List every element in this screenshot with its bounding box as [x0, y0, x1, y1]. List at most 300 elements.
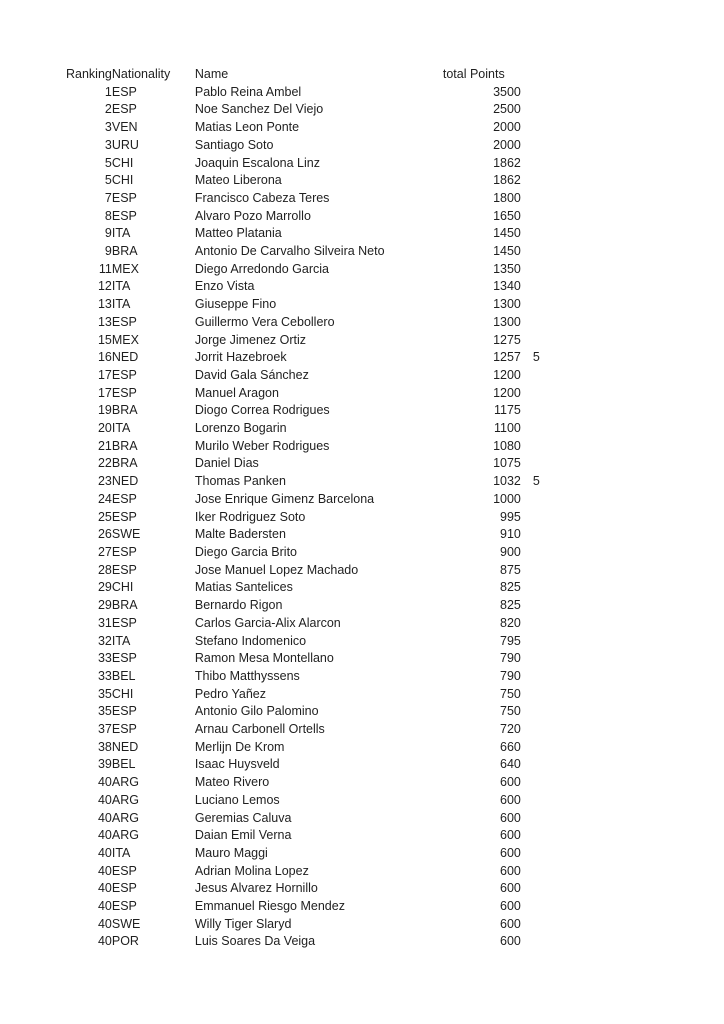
cell-extra: [521, 579, 540, 597]
table-row: [66, 367, 540, 385]
cell-name: Isaac Huysveld: [194, 757, 280, 772]
cell-extra: [521, 455, 540, 473]
cell-ranking: 2: [104, 102, 112, 117]
cell-total-points: 1300: [493, 297, 521, 312]
header-extra: [521, 66, 540, 84]
cell-name: Manuel Aragon: [194, 385, 279, 400]
table-row: [66, 84, 540, 102]
cell-extra: [521, 402, 540, 420]
cell-nationality: ITA: [111, 297, 131, 312]
cell-ranking: 22: [97, 456, 112, 471]
cell-total-points: 750: [500, 704, 521, 719]
cell-ranking: 40: [97, 792, 112, 807]
cell-ranking: 29: [97, 598, 112, 613]
cell-ranking: 12: [97, 279, 112, 294]
cell-ranking: 11: [98, 261, 112, 276]
cell-nationality: ARG: [111, 792, 139, 807]
table-row: [66, 208, 540, 226]
cell-nationality: SWE: [111, 916, 141, 931]
cell-total-points: 825: [500, 580, 521, 595]
cell-ranking: 40: [97, 881, 112, 896]
cell-name: Thomas Panken: [194, 474, 286, 489]
cell-extra: [521, 243, 540, 261]
cell-nationality: ESP: [111, 385, 137, 400]
header-row: [66, 66, 540, 84]
cell-nationality: ESP: [111, 704, 137, 719]
cell-name: Enzo Vista: [194, 279, 255, 294]
table-row: [66, 579, 540, 597]
cell-name: Bernardo Rigon: [194, 598, 283, 613]
cell-nationality: ESP: [111, 190, 137, 205]
cell-total-points: 1257: [493, 350, 521, 365]
cell-nationality: ARG: [111, 810, 139, 825]
cell-nationality: ESP: [111, 863, 137, 878]
cell-extra: [521, 863, 540, 881]
table-row: [66, 119, 540, 137]
cell-ranking: 23: [97, 474, 112, 489]
cell-total-points: 600: [500, 881, 521, 896]
cell-ranking: 29: [97, 580, 112, 595]
cell-name: Matias Leon Ponte: [194, 120, 300, 135]
cell-total-points: 790: [500, 651, 521, 666]
cell-ranking: 9: [104, 244, 112, 259]
cell-name: Mateo Liberona: [194, 173, 282, 188]
cell-name: Iker Rodriguez Soto: [194, 509, 306, 524]
table-row: [66, 172, 540, 190]
cell-ranking: 28: [97, 562, 112, 577]
cell-total-points: 1650: [493, 208, 521, 223]
table-row: [66, 880, 540, 898]
cell-nationality: BRA: [111, 244, 138, 259]
cell-total-points: 910: [500, 527, 521, 542]
cell-nationality: ESP: [111, 899, 137, 914]
cell-nationality: ITA: [111, 279, 131, 294]
cell-total-points: 1300: [493, 314, 521, 329]
cell-total-points: 1450: [493, 226, 521, 241]
cell-total-points: 600: [500, 828, 521, 843]
table-row: [66, 774, 540, 792]
cell-ranking: 35: [97, 686, 112, 701]
cell-nationality: BRA: [111, 438, 138, 453]
cell-total-points: 1075: [493, 456, 521, 471]
cell-name: Thibo Matthyssens: [194, 668, 300, 683]
cell-name: Pedro Yañez: [194, 686, 266, 701]
cell-name: Pablo Reina Ambel: [194, 84, 302, 99]
table-row: [66, 686, 540, 704]
cell-extra: [521, 615, 540, 633]
cell-ranking: 3: [104, 137, 112, 152]
ranking-table: [66, 66, 540, 951]
cell-total-points: 600: [500, 792, 521, 807]
cell-nationality: ESP: [111, 102, 137, 117]
cell-nationality: ESP: [111, 509, 137, 524]
cell-extra: [521, 774, 540, 792]
cell-total-points: 720: [500, 722, 521, 737]
cell-name: Lorenzo Bogarin: [194, 421, 287, 436]
cell-extra: [521, 101, 540, 119]
cell-total-points: 825: [500, 598, 521, 613]
cell-extra: [521, 792, 540, 810]
cell-nationality: URU: [111, 137, 139, 152]
cell-extra: [521, 119, 540, 137]
table-row: [66, 933, 540, 951]
cell-total-points: 750: [500, 686, 521, 701]
cell-extra: [521, 261, 540, 279]
cell-total-points: 600: [500, 775, 521, 790]
cell-name: Antonio De Carvalho Silveira Neto: [194, 244, 385, 259]
cell-extra: [521, 84, 540, 102]
cell-nationality: ITA: [111, 845, 131, 860]
cell-ranking: 16: [97, 350, 112, 365]
cell-ranking: 40: [97, 845, 112, 860]
table-body: [66, 84, 540, 951]
cell-extra: [521, 544, 540, 562]
cell-name: Francisco Cabeza Teres: [194, 190, 330, 205]
cell-extra: [521, 420, 540, 438]
cell-name: Geremias Caluva: [194, 810, 292, 825]
cell-name: Noe Sanchez Del Viejo: [194, 102, 324, 117]
header-total-points: total Points: [442, 67, 505, 81]
cell-total-points: 2000: [493, 120, 521, 135]
cell-total-points: 1000: [493, 491, 521, 506]
table-row: [66, 544, 540, 562]
header-name: Name: [194, 67, 229, 81]
table-row: [66, 739, 540, 757]
cell-extra: [521, 526, 540, 544]
cell-name: Arnau Carbonell Ortells: [194, 722, 325, 737]
cell-nationality: MEX: [111, 332, 139, 347]
table-row: [66, 916, 540, 934]
table-header: [66, 66, 540, 84]
table-row: [66, 756, 540, 774]
cell-name: Emmanuel Riesgo Mendez: [194, 899, 345, 914]
cell-total-points: 660: [500, 739, 521, 754]
table-row: [66, 420, 540, 438]
cell-total-points: 1100: [493, 421, 521, 436]
cell-ranking: 32: [97, 633, 112, 648]
cell-total-points: 795: [500, 633, 521, 648]
cell-total-points: 1275: [493, 332, 521, 347]
table-row: [66, 703, 540, 721]
cell-nationality: VEN: [111, 120, 138, 135]
cell-name: Murilo Weber Rodrigues: [194, 438, 330, 453]
cell-extra: [521, 278, 540, 296]
cell-ranking: 9: [104, 226, 112, 241]
cell-extra: [521, 916, 540, 934]
cell-extra: 5: [532, 474, 540, 489]
cell-nationality: NED: [111, 474, 139, 489]
cell-nationality: MEX: [111, 261, 139, 276]
cell-name: Alvaro Pozo Marrollo: [194, 208, 311, 223]
cell-ranking: 40: [97, 899, 112, 914]
cell-nationality: CHI: [111, 173, 134, 188]
cell-nationality: ESP: [111, 651, 137, 666]
cell-nationality: BRA: [111, 598, 138, 613]
cell-nationality: BEL: [111, 668, 136, 683]
cell-ranking: 13: [97, 314, 112, 329]
cell-ranking: 17: [97, 385, 112, 400]
header-ranking: Ranking: [66, 67, 112, 81]
cell-ranking: 37: [97, 722, 112, 737]
cell-ranking: 5: [104, 155, 112, 170]
cell-extra: [521, 721, 540, 739]
cell-name: Jose Enrique Gimenz Barcelona: [194, 491, 375, 506]
cell-extra: [521, 438, 540, 456]
cell-ranking: 25: [97, 509, 112, 524]
cell-name: Luis Soares Da Veiga: [194, 934, 316, 949]
table-row: [66, 385, 540, 403]
cell-total-points: 1350: [493, 261, 521, 276]
table-row: [66, 562, 540, 580]
cell-nationality: BRA: [111, 403, 138, 418]
cell-total-points: 875: [500, 562, 521, 577]
cell-nationality: ESP: [111, 722, 137, 737]
cell-name: Jorge Jimenez Ortiz: [194, 332, 307, 347]
table-row: [66, 721, 540, 739]
cell-name: Santiago Soto: [194, 137, 274, 152]
table-row: [66, 438, 540, 456]
cell-name: Joaquin Escalona Linz: [194, 155, 320, 170]
cell-ranking: 17: [97, 367, 112, 382]
cell-ranking: 33: [97, 668, 112, 683]
cell-name: Diego Garcia Brito: [194, 544, 297, 559]
cell-total-points: 2000: [493, 137, 521, 152]
cell-nationality: ESP: [111, 615, 137, 630]
table-row: [66, 314, 540, 332]
cell-extra: [521, 367, 540, 385]
table-row: [66, 101, 540, 119]
cell-nationality: ITA: [111, 633, 131, 648]
cell-nationality: BEL: [111, 757, 136, 772]
table-row: [66, 225, 540, 243]
cell-extra: [521, 827, 540, 845]
cell-nationality: ARG: [111, 775, 139, 790]
table-row: [66, 509, 540, 527]
table-row: [66, 455, 540, 473]
cell-ranking: 39: [97, 757, 112, 772]
table-row: [66, 473, 540, 491]
cell-name: Malte Badersten: [194, 527, 286, 542]
cell-extra: [521, 314, 540, 332]
cell-ranking: 20: [97, 421, 112, 436]
cell-nationality: ESP: [111, 84, 137, 99]
cell-name: Mateo Rivero: [194, 775, 270, 790]
cell-total-points: 1862: [493, 155, 521, 170]
cell-nationality: NED: [111, 739, 139, 754]
cell-total-points: 600: [500, 810, 521, 825]
cell-ranking: 40: [97, 863, 112, 878]
cell-nationality: CHI: [111, 686, 134, 701]
cell-nationality: ESP: [111, 562, 137, 577]
cell-ranking: 33: [97, 651, 112, 666]
cell-extra: [521, 810, 540, 828]
cell-total-points: 600: [500, 845, 521, 860]
cell-total-points: 1080: [493, 438, 521, 453]
cell-nationality: ESP: [111, 544, 137, 559]
cell-nationality: CHI: [111, 580, 134, 595]
cell-name: Jorrit Hazebroek: [194, 350, 287, 365]
cell-name: Diego Arredondo Garcia: [194, 261, 329, 276]
cell-ranking: 13: [97, 297, 112, 312]
cell-extra: [521, 296, 540, 314]
cell-extra: [521, 668, 540, 686]
cell-name: Diogo Correa Rodrigues: [194, 403, 330, 418]
cell-extra: 5: [532, 350, 540, 365]
cell-total-points: 1032: [493, 474, 521, 489]
table-row: [66, 278, 540, 296]
cell-total-points: 900: [500, 544, 521, 559]
table-row: [66, 633, 540, 651]
cell-extra: [521, 190, 540, 208]
table-row: [66, 349, 540, 367]
cell-total-points: 600: [500, 899, 521, 914]
cell-name: Guillermo Vera Cebollero: [194, 314, 335, 329]
cell-total-points: 790: [500, 668, 521, 683]
cell-nationality: ESP: [111, 367, 137, 382]
cell-ranking: 38: [97, 739, 112, 754]
cell-ranking: 31: [97, 615, 112, 630]
cell-ranking: 3: [104, 120, 112, 135]
cell-total-points: 1175: [493, 403, 521, 418]
cell-name: Giuseppe Fino: [194, 297, 277, 312]
table-row: [66, 332, 540, 350]
cell-ranking: 8: [104, 208, 112, 223]
cell-ranking: 40: [97, 828, 112, 843]
table-row: [66, 261, 540, 279]
cell-nationality: POR: [111, 934, 139, 949]
cell-extra: [521, 332, 540, 350]
cell-ranking: 35: [97, 704, 112, 719]
cell-extra: [521, 845, 540, 863]
cell-total-points: 1200: [493, 367, 521, 382]
table-row: [66, 845, 540, 863]
table-row: [66, 526, 540, 544]
cell-extra: [521, 562, 540, 580]
table-row: [66, 827, 540, 845]
cell-name: Ramon Mesa Montellano: [194, 651, 334, 666]
cell-ranking: 7: [104, 190, 112, 205]
table-row: [66, 402, 540, 420]
cell-nationality: SWE: [111, 527, 141, 542]
table-row: [66, 243, 540, 261]
cell-total-points: 600: [500, 863, 521, 878]
cell-extra: [521, 739, 540, 757]
cell-name: Matias Santelices: [194, 580, 293, 595]
cell-extra: [521, 385, 540, 403]
header-nationality: Nationality: [111, 67, 171, 81]
cell-extra: [521, 880, 540, 898]
cell-name: Jesus Alvarez Hornillo: [194, 881, 318, 896]
cell-total-points: 3500: [493, 84, 521, 99]
cell-nationality: NED: [111, 350, 139, 365]
table-row: [66, 190, 540, 208]
cell-name: Luciano Lemos: [194, 792, 280, 807]
cell-ranking: 5: [104, 173, 112, 188]
cell-name: Jose Manuel Lopez Machado: [194, 562, 359, 577]
table-row: [66, 810, 540, 828]
cell-name: Stefano Indomenico: [194, 633, 307, 648]
cell-extra: [521, 491, 540, 509]
cell-ranking: 15: [97, 332, 112, 347]
cell-nationality: ITA: [111, 421, 131, 436]
cell-extra: [521, 155, 540, 173]
cell-total-points: 1862: [493, 173, 521, 188]
cell-nationality: ESP: [111, 491, 137, 506]
cell-total-points: 2500: [493, 102, 521, 117]
cell-ranking: 19: [97, 403, 112, 418]
cell-ranking: 21: [97, 438, 112, 453]
cell-ranking: 40: [97, 934, 112, 949]
cell-nationality: ITA: [111, 226, 131, 241]
cell-ranking: 40: [97, 775, 112, 790]
cell-ranking: 40: [97, 916, 112, 931]
cell-name: Adrian Molina Lopez: [194, 863, 309, 878]
table-row: [66, 597, 540, 615]
cell-total-points: 995: [500, 509, 521, 524]
table-row: [66, 668, 540, 686]
cell-extra: [521, 933, 540, 951]
table-row: [66, 296, 540, 314]
table-row: [66, 615, 540, 633]
cell-total-points: 1200: [493, 385, 521, 400]
cell-name: Matteo Platania: [194, 226, 282, 241]
cell-extra: [521, 703, 540, 721]
table-row: [66, 491, 540, 509]
cell-name: Willy Tiger Slaryd: [194, 916, 292, 931]
cell-name: Mauro Maggi: [194, 845, 268, 860]
cell-ranking: 26: [97, 527, 112, 542]
table-row: [66, 898, 540, 916]
cell-name: David Gala Sánchez: [194, 367, 309, 382]
cell-extra: [521, 686, 540, 704]
table-row: [66, 650, 540, 668]
cell-name: Daniel Dias: [194, 456, 259, 471]
cell-nationality: ESP: [111, 881, 137, 896]
cell-nationality: BRA: [111, 456, 138, 471]
table-row: [66, 792, 540, 810]
cell-total-points: 600: [500, 916, 521, 931]
cell-total-points: 1800: [493, 190, 521, 205]
cell-nationality: ESP: [111, 208, 137, 223]
cell-name: Antonio Gilo Palomino: [194, 704, 319, 719]
cell-name: Carlos Garcia-Alix Alarcon: [194, 615, 341, 630]
cell-nationality: CHI: [111, 155, 134, 170]
cell-nationality: ESP: [111, 314, 137, 329]
cell-ranking: 27: [97, 544, 112, 559]
cell-total-points: 820: [500, 615, 521, 630]
cell-name: Merlijn De Krom: [194, 739, 285, 754]
cell-extra: [521, 650, 540, 668]
table-row: [66, 137, 540, 155]
cell-total-points: 1450: [493, 244, 521, 259]
cell-extra: [521, 208, 540, 226]
cell-ranking: 24: [97, 491, 112, 506]
cell-name: Daian Emil Verna: [194, 828, 292, 843]
cell-extra: [521, 137, 540, 155]
table-row: [66, 155, 540, 173]
cell-extra: [521, 597, 540, 615]
cell-nationality: ARG: [111, 828, 139, 843]
cell-extra: [521, 633, 540, 651]
cell-extra: [521, 225, 540, 243]
table-row: [66, 863, 540, 881]
cell-total-points: 1340: [493, 279, 521, 294]
cell-ranking: 1: [104, 84, 112, 99]
cell-extra: [521, 756, 540, 774]
cell-extra: [521, 172, 540, 190]
cell-extra: [521, 898, 540, 916]
cell-extra: [521, 509, 540, 527]
